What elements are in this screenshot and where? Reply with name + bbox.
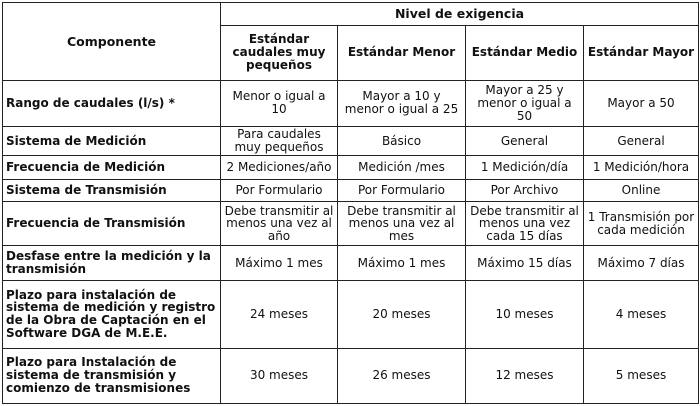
table-cell: 2 Mediciones/año [221,156,338,180]
table-cell: General [584,126,699,156]
row-label: Plazo para instalación de sistema de medición y registro de la Obra de Captación en el Software DGA de M.E.E. [3,281,221,349]
table-cell: Debe transmitir al menos una vez al año [221,202,338,246]
table-cell: Mayor a 10 y menor o igual a 25 [338,80,466,126]
header-estandar-medio: Estándar Medio [466,25,584,80]
table-row [3,156,699,180]
row-label: Sistema de Medición [3,126,221,156]
header-row-group [3,3,699,26]
table-row [3,179,699,202]
table-cell: 10 meses [466,281,584,349]
table-cell: Máximo 1 mes [221,246,338,281]
header-componente: Componente [3,3,221,81]
table-cell: Mayor a 25 y menor o igual a 50 [466,80,584,126]
table-cell: Menor o igual a 10 [221,80,338,126]
table-row [3,80,699,126]
table-cell: Por Archivo [466,179,584,202]
table-cell: 20 meses [338,281,466,349]
table-cell: 1 Medición/día [466,156,584,180]
table-cell: Básico [338,126,466,156]
row-label: Sistema de Transmisión [3,179,221,202]
table-cell: Por Formulario [338,179,466,202]
table-cell: Online [584,179,699,202]
table-cell: Medición /mes [338,156,466,180]
table-cell: Por Formulario [221,179,338,202]
table-cell: 4 meses [584,281,699,349]
row-label: Frecuencia de Transmisión [3,202,221,246]
table-cell: 12 meses [466,348,584,403]
table-cell: 1 Medición/hora [584,156,699,180]
table-row [3,246,699,281]
table-row [3,202,699,246]
header-estandar-menor: Estándar Menor [338,25,466,80]
table-cell: 30 meses [221,348,338,403]
table-cell: 5 meses [584,348,699,403]
requirements-table [2,2,699,404]
header-nivel-exigencia: Nivel de exigencia [221,3,699,26]
table-cell: 26 meses [338,348,466,403]
table-cell: 1 Transmisión por cada medición [584,202,699,246]
table-row [3,348,699,403]
table-cell: Máximo 15 días [466,246,584,281]
table-cell: Máximo 7 días [584,246,699,281]
table-cell: Debe transmitir al menos una vez cada 15 días [466,202,584,246]
table-cell: Debe transmitir al menos una vez al mes [338,202,466,246]
table-cell: Máximo 1 mes [338,246,466,281]
table-row [3,126,699,156]
row-label: Desfase entre la medición y la transmisión [3,246,221,281]
row-label: Plazo para Instalación de sistema de transmisión y comienzo de transmisiones [3,348,221,403]
header-estandar-caudales-muy-pequenos: Estándar caudales muy pequeños [221,25,338,80]
table-cell: Para caudales muy pequeños [221,126,338,156]
table-row [3,281,699,349]
table-cell: 24 meses [221,281,338,349]
table-cell: General [466,126,584,156]
row-label: Rango de caudales (l/s) * [3,80,221,126]
table-cell: Mayor a 50 [584,80,699,126]
row-label: Frecuencia de Medición [3,156,221,180]
header-estandar-mayor: Estándar Mayor [584,25,699,80]
